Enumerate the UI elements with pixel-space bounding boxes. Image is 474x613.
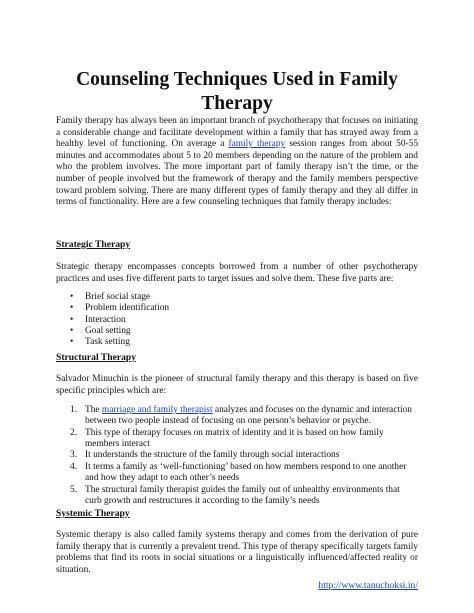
list-item (56, 315, 396, 326)
list-item-text: Task setting (85, 337, 130, 348)
list-item-text: This type of therapy focuses on matrix of identity and it is based on how family members interact (85, 427, 384, 449)
marriage-family-therapist-link[interactable]: marriage and family therapist (101, 405, 213, 415)
list-item-text: analyzes and focuses on the dynamic and interaction between two people instead of focusing on one person’s behavior or psyche. (85, 405, 412, 427)
intro-text-end: session ranges from about 50-55 minutes and accommodates about 5 to 20 members depending on the nature of the problem and who the problem involves. The more important part of family therapy isn’t the time, or the number of people involved but the framework of therapy and the family members perspective toward problem solving. There are many different types of family therapy and they all differ in terms of functionality. Here are a few counseling techniques that family therapy includes: (56, 139, 419, 208)
bullet-icon: • (70, 325, 74, 336)
footer-website-link[interactable]: http://www.tanuchoksi.in/ (318, 580, 418, 591)
list-item (56, 292, 396, 303)
list-item-text: Problem identification (85, 303, 170, 314)
list-item-text: It understands the structure of the family through social interactions (85, 450, 340, 461)
list-item (56, 485, 418, 507)
bullet-icon: • (70, 292, 74, 302)
strategic-parts-list (56, 292, 396, 348)
list-item (56, 326, 396, 337)
intro-paragraph (56, 116, 418, 209)
list-number: 3. (70, 450, 78, 461)
page-title: Counseling Techniques Used in Family Therapy (76, 69, 398, 114)
bullet-icon: • (70, 303, 74, 314)
intro-text-start: Family therapy has always been an important branch of psychotherapy that focuses on initiating a considerable change and facilitate development within a family that has strayed away from a healthy level of functioning. On average a (56, 116, 418, 150)
list-item (56, 303, 396, 314)
bullet-icon: • (70, 337, 74, 348)
systemic-therapy-heading: Systemic Therapy (56, 508, 130, 519)
structural-principles-list (56, 405, 418, 507)
structural-therapy-paragraph: Salvador Minuchin is the pioneer of structural family therapy and this therapy is based on five specific principles which are: (56, 374, 418, 396)
list-number: 1. (70, 405, 78, 415)
strategic-therapy-paragraph: Strategic therapy encompasses concepts borrowed from a number of other psychotherapy practices and uses five different parts to target issues and solve them. These five parts are: (56, 262, 418, 284)
list-item-text: Interaction (85, 314, 126, 325)
list-item (56, 450, 418, 461)
list-number: 2. (70, 427, 78, 438)
list-item-text: The (85, 405, 102, 415)
list-item (56, 405, 418, 427)
structural-therapy-heading: Structural Therapy (56, 352, 137, 363)
list-item (56, 462, 418, 484)
list-item-text: The structural family therapist guides the family out of unhealthy environments that curb growth and restructures it according to the family’s needs (85, 484, 400, 506)
list-item-text: Brief social stage (85, 292, 151, 302)
list-item (56, 428, 418, 450)
systemic-therapy-paragraph: Systemic therapy is also called family systems therapy and comes from the derivation of pure family therapy that is currently a prevalent trend. This type of therapy specifically targets family problems that find its roots in social situations or a linguistically influenced/affected reality or situation. (56, 530, 418, 575)
list-item (56, 337, 396, 348)
strategic-therapy-heading: Strategic Therapy (56, 239, 131, 250)
list-number: 5. (70, 484, 78, 495)
list-item-text: It terms a family as ‘well-functioning’ based on how members respond to one another and how they adapt to each other’s needs (85, 461, 407, 484)
bullet-icon: • (70, 314, 74, 325)
list-number: 4. (70, 461, 78, 472)
family-therapy-link[interactable]: family therapy (228, 139, 286, 150)
list-item-text: Goal setting (85, 325, 131, 336)
